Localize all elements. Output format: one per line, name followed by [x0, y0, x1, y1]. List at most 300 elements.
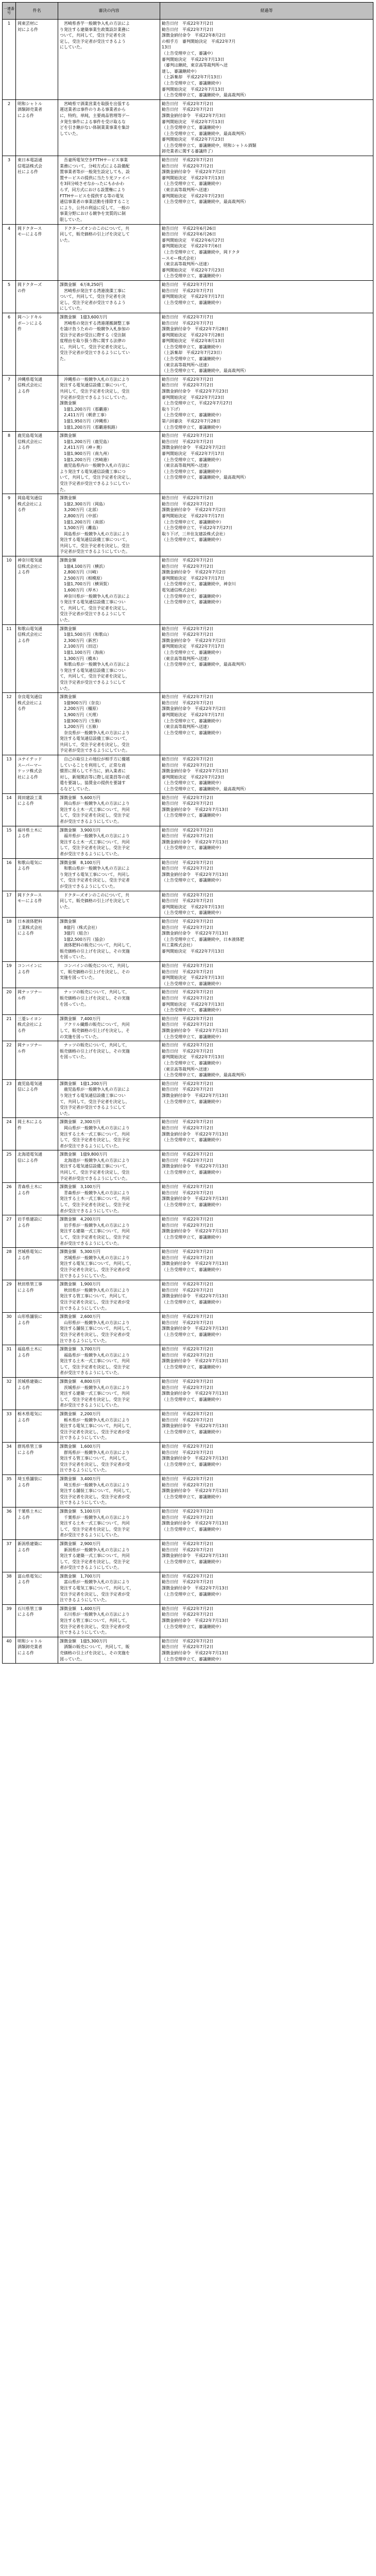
- case-content-line: して，受注予定者を決定し，受注予定: [60, 845, 130, 851]
- table-row: [3, 313, 373, 375]
- case-content-cell: [58, 1345, 160, 1378]
- case-history-cell: [160, 988, 373, 1014]
- case-history-line: 勧告日付 平成22年7月2日: [162, 1385, 214, 1390]
- case-history-line: 卸売業者に関する審議終了）: [162, 149, 215, 154]
- case-history-line: 審判開始決定 平成22年7月23日: [162, 395, 225, 400]
- table-row: [3, 1118, 373, 1150]
- case-name-line: 株式会社によ: [18, 700, 42, 705]
- case-history-line: （東京高等裁判所へ送達）: [162, 463, 211, 468]
- case-name-line: 酒類卸売業者: [18, 1645, 42, 1650]
- case-history-line: 勧告日付 平成22年7月2日: [162, 795, 214, 800]
- row-number: 19: [3, 962, 16, 988]
- case-name-line: 酒類卸売業者: [18, 107, 42, 112]
- row-number: 11: [3, 624, 16, 693]
- table-row: [3, 917, 373, 961]
- case-content-line: 受注予定者が受注できるようにして: [60, 1105, 126, 1110]
- case-content-line: 受注予定者を決定し，受注予定者が受: [60, 1299, 130, 1304]
- case-history-line: 課徴金納付命令 平成22年7月13日: [162, 1294, 229, 1299]
- case-name-line: 工業株式会社: [18, 925, 42, 930]
- case-history-line: （上告受理申立て，平成22年7月27日: [162, 401, 233, 406]
- case-content-line: して，受注予定者を決定し，受注予定: [60, 1559, 130, 1564]
- case-content-line: 1億4,100万円（横浜）: [60, 564, 107, 569]
- case-content-line: 発注する建築一式工事について，共同: [60, 1553, 130, 1558]
- case-content-line: どを引き継がない体制業業事業を集計: [60, 125, 130, 130]
- case-content-line: 予定者が受注できるようにしていた。: [60, 1176, 130, 1181]
- case-name-line: よる件: [18, 1482, 30, 1487]
- case-content-cell: [58, 917, 160, 961]
- case-history-line: 勧告日付 平成22年7月2日: [162, 564, 214, 569]
- case-history-line: （上告受理申立て，審議継続中）: [162, 1235, 224, 1240]
- case-content-line: 発注する土木一式工事について，共同: [60, 1521, 130, 1526]
- case-content-line: 注できるようにしていた。: [60, 1500, 109, 1505]
- case-content-line: り発注する電気通信設備工事につい: [60, 1093, 126, 1098]
- case-content-line: 8億円（株式会社）: [60, 925, 100, 930]
- case-name-line: 岡島電気通信: [18, 496, 42, 501]
- case-name-line: よる件: [18, 445, 30, 450]
- case-name-line: による件: [18, 113, 34, 118]
- case-content-line: 宮崎県が発注する湾港浚渫工事に: [60, 288, 126, 293]
- case-content-line: 課徴金額 3,400万円: [60, 1476, 100, 1481]
- case-history-line: 課徴金納付命令 平成22年7月2日: [162, 706, 226, 711]
- column-header-content: 審決の内容: [58, 3, 160, 20]
- case-content-line: 液体肥料の販売について，共同して，: [60, 943, 134, 948]
- case-history-line: （上訴棄却 平成22年7月13日）: [162, 75, 225, 80]
- case-history-line: 課徴金納付命令 平成22年7月2日: [162, 445, 226, 450]
- case-history-line: 電気通信株式会社）: [162, 588, 199, 593]
- case-name-line: 社による件: [18, 170, 38, 175]
- case-name-cell: [16, 962, 58, 988]
- case-history-line: （上告受理申立て，審議継続中，最高裁判所）: [162, 368, 248, 374]
- row-number: 4: [3, 224, 16, 280]
- case-history-line: 勧告日付 平成22年7月2日: [162, 700, 214, 705]
- table-row: [3, 156, 373, 225]
- case-content-line: 1億1,200万円（那覇港航路）: [60, 425, 119, 430]
- case-history-cell: [160, 1313, 373, 1345]
- case-content-line: 共同して，受注予定者を決定し，受注: [60, 543, 130, 548]
- case-name-line: よる件: [18, 638, 30, 643]
- case-history-line: （審判は継続，東京高等裁判所へ送: [162, 63, 228, 68]
- case-content-line: 注できるようにしていた。: [60, 1598, 109, 1603]
- case-content-line: 受注予定者が受注できるようにして: [60, 612, 126, 617]
- case-history-cell: [160, 1150, 373, 1183]
- case-content-cell: [58, 1215, 160, 1248]
- case-content-line: して，受注予定者を決定し，受注予定: [60, 1235, 130, 1240]
- case-name-line: 鹿児島電気通: [18, 433, 42, 438]
- case-content-line: 予定者が受注できるようにしていた。: [60, 549, 130, 554]
- case-name-cell: [16, 755, 58, 794]
- case-name-line: る件: [18, 706, 26, 711]
- case-content-line: 1億1,200万円（那覇港）: [60, 406, 111, 412]
- case-history-line: 勧告日付 平成22年7月2日: [162, 860, 214, 865]
- case-history-line: 審判開始決定 平成22年7月17日: [162, 575, 225, 581]
- case-history-line: （上告受理申立て，審議継続中）: [162, 1494, 224, 1499]
- case-name-cell: [16, 1150, 58, 1183]
- row-number: 18: [3, 917, 16, 961]
- row-number: 23: [3, 1079, 16, 1118]
- case-name-line: ボーンによる: [18, 320, 42, 326]
- case-history-line: 課徴金納付命令 平成22年7月13日: [162, 1093, 229, 1098]
- case-history-line: （上告受理申立て，審議中）: [162, 50, 215, 56]
- case-name-line: 明和シャトル: [18, 1638, 42, 1643]
- case-content-line: 自己の取引上の地位が相手方に優越: [60, 757, 130, 762]
- case-history-line: 勧告日付 平成22年7月2日: [162, 919, 214, 924]
- case-content-line: 和歌山県が一般競争入札の方法によ: [60, 866, 130, 871]
- case-history-line: 勧告日付 平成22年7月2日: [162, 1638, 214, 1643]
- case-history-line: 審判開始決定 平成22年7月13日: [162, 119, 225, 124]
- case-name-line: の件: [18, 288, 26, 293]
- case-content-cell: [58, 99, 160, 156]
- case-history-line: 課徴金納付命令 平成22年7月13日: [162, 1618, 229, 1623]
- case-name-line: 岡土木による: [18, 1120, 42, 1125]
- case-history-line: 課徴金納付命令 平成22年7月2日: [162, 638, 226, 643]
- case-content-line: 発注する電気工事について，共同して，: [60, 1586, 134, 1591]
- case-name-cell: [16, 1248, 58, 1280]
- case-history-cell: [160, 793, 373, 826]
- case-content-line: 発注する電気工事について，共同して，: [60, 1261, 134, 1266]
- case-content-line: 者が受注できるようにしていた。: [60, 1241, 122, 1246]
- column-header-number: 一連番号: [3, 3, 16, 20]
- case-history-line: 課徴金納付命令 平成22年7月13日: [162, 1326, 229, 1331]
- case-content-cell: [58, 1313, 160, 1345]
- row-number: 16: [3, 858, 16, 891]
- case-history-line: 課徴金納付命令 平成22年7月13日: [162, 1359, 229, 1364]
- case-history-line: 課徴金納付命令 平成22年7月13日: [162, 872, 229, 877]
- case-content-line: 課徴金額 6万8,250円: [60, 282, 103, 287]
- case-name-cell: [16, 1637, 58, 1663]
- case-history-line: 課徴金納付命令 平成22年7月13日: [162, 807, 229, 812]
- case-content-line: 1,300万円（橋本）: [60, 656, 100, 661]
- case-content-line: て，受注予定者を決定し，受注予定者: [60, 878, 130, 883]
- case-content-line: の実施を図っていた。: [60, 1034, 101, 1039]
- case-name-line: よる件: [18, 1417, 30, 1422]
- case-content-line: 共同して，受注予定者を決定し，受注: [60, 1170, 130, 1175]
- case-content-line: を3回分岐させなかったにもかかわ: [60, 181, 125, 187]
- case-history-line: 勧告日付 平成22年7月2日: [162, 1125, 214, 1130]
- case-history-line: 勧告日付 平成22年7月2日: [162, 1217, 214, 1222]
- case-content-line: 2,200万円（橿原）: [60, 706, 100, 711]
- case-content-line: が受注できるようにしていた。: [60, 884, 117, 889]
- case-name-cell: [16, 858, 58, 891]
- case-content-line: 予定者が受注できるようにしていた。: [60, 395, 130, 400]
- case-content-line: 同して，販売価格の引上げを決定して: [60, 232, 130, 237]
- case-history-line: 課徴金納付命令 平成22年7月13日: [162, 1488, 229, 1494]
- case-history-cell: [160, 224, 373, 280]
- case-content-line: 受注予定者を決定し，受注予定者が受: [60, 1332, 130, 1337]
- case-content-line: 運送業者は事件のりある事業者から: [60, 107, 126, 112]
- case-content-line: ナッツの販売について，共同して，: [60, 1043, 130, 1048]
- case-history-line: 勧告日付 平成22年7月2日: [162, 1645, 214, 1650]
- case-history-cell: [160, 432, 373, 494]
- case-name-line: 山形県舗装に: [18, 1314, 42, 1319]
- case-history-line: （上告受理申立て，審議継続中）: [162, 594, 224, 599]
- case-content-line: 事業分野における競争を実質的に制: [60, 211, 126, 216]
- case-content-line: り発注する電気通信設備工事につい: [60, 668, 126, 673]
- case-name-line: 群馬県管工事: [18, 1444, 42, 1449]
- case-history-line: 勧告日付 平成22年7月2日: [162, 101, 214, 106]
- case-name-line: 神奈川電気通: [18, 558, 42, 563]
- case-content-line: 北海道が一般競争入札の方法により: [60, 1158, 130, 1163]
- case-history-line: （東京高等裁判所へ送達）: [162, 262, 211, 267]
- case-name-cell: [16, 988, 58, 1014]
- case-content-line: 1億1,200万円（鹿児島）: [60, 439, 111, 444]
- table-row: [3, 1572, 373, 1604]
- case-content-line: 販売価格の引上げを決定し，その実施: [60, 1048, 130, 1054]
- case-history-cell: [160, 156, 373, 225]
- case-content-line: 1億1,200万円（宮崎港）: [60, 457, 111, 462]
- case-history-cell: [160, 1280, 373, 1313]
- case-history-line: （東京高等裁判所へ送達）: [162, 724, 211, 730]
- case-history-line: 勧告日付 平成22年7月2日: [162, 969, 214, 974]
- case-history-line: 勧告日付 平成22年7月2日: [162, 1158, 214, 1163]
- case-history-line: 勧告日付 平成22年7月2日: [162, 762, 214, 768]
- case-content-cell: [58, 1280, 160, 1313]
- row-number: 34: [3, 1443, 16, 1475]
- case-content-line: 課徴金額: [60, 558, 76, 563]
- case-history-line: 勧告日付 平成22年7月2日: [162, 558, 214, 563]
- row-number: 28: [3, 1248, 16, 1280]
- table-row: [3, 1215, 373, 1248]
- case-name-line: よる件: [18, 834, 30, 839]
- case-content-line: 1,500万円（離島）: [60, 526, 100, 531]
- case-name-line: よる件: [18, 866, 30, 871]
- case-name-cell: [16, 156, 58, 225]
- row-number: 6: [3, 313, 16, 375]
- table-row: [3, 99, 373, 156]
- case-content-line: 岡島県が一般競争入札の方法により: [60, 531, 130, 536]
- case-content-cell: [58, 793, 160, 826]
- case-name-line: 社による件: [18, 774, 38, 779]
- case-name-line: 株式会社によ: [18, 1022, 42, 1027]
- case-name-line: 奈良電気通信: [18, 694, 42, 700]
- case-name-line: 信による件: [18, 1158, 38, 1163]
- case-content-line: 石川県が一般競争入札の方法により: [60, 1612, 130, 1617]
- case-history-cell: [160, 624, 373, 693]
- case-name-cell: [16, 1041, 58, 1080]
- case-name-cell: [16, 624, 58, 693]
- case-history-line: 勧告日付 平成22年7月2日: [162, 1417, 214, 1422]
- case-history-cell: [160, 1507, 373, 1539]
- case-history-line: 勧告日付 平成22年6月26日: [162, 232, 216, 237]
- case-name-line: 岡ドクタース: [18, 892, 42, 897]
- case-name-cell: [16, 826, 58, 858]
- case-content-cell: [58, 1637, 160, 1663]
- case-content-line: 1億1,950万円（沖縄県）: [60, 419, 111, 423]
- table-row: [3, 1604, 373, 1637]
- case-history-line: （上告受理申立て，審議継続中）: [162, 1332, 224, 1337]
- table-row: [3, 693, 373, 755]
- case-content-line: 1億900万円（奈良）: [60, 700, 104, 705]
- case-content-line: に，特約，単純，主要商品管理等デー: [60, 113, 130, 118]
- case-name-cell: [16, 1280, 58, 1313]
- case-content-line: 者が受注できるようにしていた。: [60, 819, 122, 824]
- case-content-cell: [58, 1014, 160, 1041]
- table-row: [3, 20, 373, 100]
- table-row: [3, 432, 373, 494]
- case-history-line: 審判開始決定 平成22年7月6日: [162, 244, 222, 249]
- case-history-line: 審判開始決定 平成22年7月23日: [162, 137, 225, 142]
- row-number: 13: [3, 755, 16, 794]
- case-history-line: （上告受理申立て，審議継続中）: [162, 425, 224, 430]
- case-name-line: よる件: [18, 1320, 30, 1325]
- case-history-line: 勧告日付 平成22年7月2日: [162, 1087, 214, 1092]
- case-name-line: 新潟県建築に: [18, 1541, 42, 1546]
- case-name-cell: [16, 1443, 58, 1475]
- case-content-cell: [58, 20, 160, 100]
- case-content-line: 業務について，分岐方式による設備配: [60, 163, 130, 168]
- case-history-cell: [160, 1410, 373, 1443]
- case-history-line: 勧告日付 平成22年7月2日: [162, 1249, 214, 1255]
- case-history-line: 勧告日付 平成22年7月7日: [162, 282, 214, 287]
- case-content-line: 1,900万円（天理）: [60, 712, 100, 717]
- case-history-line: （上告受理申立て，審議継続中）: [162, 730, 224, 735]
- case-content-line: 受注予定者を決定し，受注予定者が受: [60, 1494, 130, 1499]
- case-content-cell: [58, 1183, 160, 1215]
- case-history-line: 勧告日付 平成22年7月2日: [162, 1287, 214, 1293]
- case-content-line: 受注予定者を決定し，受注予定者が受: [60, 1267, 130, 1272]
- case-content-line: 課徴金額 2,300万円: [60, 1120, 100, 1125]
- case-name-line: ユナイテッド: [18, 757, 42, 762]
- case-history-line: 審判開始決定 平成22年7月13日: [162, 57, 225, 62]
- case-history-line: 課徴金納付命令 平成22年7月13日: [162, 839, 229, 844]
- case-content-line: ドクターズオンのこのについて，共: [60, 892, 129, 897]
- case-history-line: （上告受理申立て，審議継続中）: [162, 1008, 224, 1013]
- case-history-line: 審判開始決定 平成22年7月17日: [162, 513, 225, 518]
- case-content-line: 共同して，受注予定者を決定し，受注: [60, 742, 130, 747]
- row-number: 1: [3, 20, 16, 100]
- case-content-cell: [58, 1475, 160, 1507]
- case-history-cell: [160, 1183, 373, 1215]
- case-history-line: 勧告日付 平成22年7月2日: [162, 1120, 214, 1125]
- case-history-line: （上告受理申立て，審議継続中）: [162, 413, 224, 418]
- case-history-line: （上告受理申立て，審議継続中）: [162, 344, 224, 349]
- case-content-line: 千葉県が一般競争入札の方法により: [60, 1515, 130, 1520]
- table-row: [3, 1280, 373, 1313]
- table-header-row: [3, 3, 373, 20]
- table-row: [3, 1507, 373, 1539]
- case-history-line: 勧告日付 平成22年7月2日: [162, 1152, 214, 1157]
- case-history-line: 勧告日付 平成22年7月2日: [162, 1379, 214, 1384]
- case-history-line: 勧告日付 平成22年7月2日: [162, 1048, 214, 1054]
- case-history-line: 審判開始決定 平成22年7月17日: [162, 644, 225, 649]
- table-row: [3, 1539, 373, 1572]
- case-history-cell: [160, 1215, 373, 1248]
- case-history-line: （上告受理申立て，審議継続中）: [162, 125, 224, 130]
- case-name-line: 和歌山電気に: [18, 860, 42, 865]
- case-history-line: 課徴金納付命令 平成22年7月2日: [162, 570, 226, 575]
- case-content-line: 予定者が受注できるようにしていた。: [60, 748, 130, 753]
- case-content-line: るなどしていた。: [60, 787, 93, 792]
- case-content-line: 課徴金額: [60, 401, 76, 406]
- case-content-line: 共同して，受注予定者を決定し，受注: [60, 389, 130, 394]
- case-history-line: （東京高等裁判所へ送達）: [162, 656, 211, 661]
- case-content-line: タ発生事件による事件を受け取るな: [60, 119, 126, 124]
- case-content-line: 課徴金額 4,200万円: [60, 1217, 100, 1222]
- case-history-line: 勧告日付 平成22年7月2日: [162, 1190, 214, 1195]
- case-name-line: 鹿児島電気通: [18, 1081, 42, 1086]
- case-content-line: て，共同して，受注予定者を決定し，: [60, 674, 130, 679]
- case-history-line: 審判開始決定 平成22年7月13日: [162, 1055, 225, 1060]
- case-content-line: して，販売価格の引上げを決定し，そ: [60, 1028, 130, 1033]
- case-history-line: （上告受理申立て，審議継続中，最高裁判所）: [162, 131, 248, 136]
- case-history-line: （上訴棄却 平成22年7月23日）: [162, 350, 225, 355]
- case-content-line: 1,200万円（五條）: [60, 724, 100, 730]
- case-history-line: （上告受理申立て，審議継続中）: [162, 274, 224, 279]
- case-history-line: （上告受理申立て，審議継続中）: [162, 813, 224, 818]
- case-content-line: 者が受注できるようにしていた。: [60, 1533, 122, 1538]
- case-name-line: よる件: [18, 570, 30, 575]
- case-content-line: 受注予定者が受注に際する（受注制: [60, 332, 126, 337]
- case-content-line: 受注予定者を決定し，受注予定者が受: [60, 1624, 130, 1629]
- row-number: 8: [3, 432, 16, 494]
- case-history-cell: [160, 1014, 373, 1041]
- row-number: 15: [3, 826, 16, 858]
- case-content-line: 発注する電気通信設備工事について，: [60, 537, 130, 543]
- case-content-line: 福島県が一般競争入札の方法により: [60, 1352, 130, 1358]
- row-number: 3: [3, 156, 16, 225]
- case-content-line: 鹿児島県が一般競争入札の方法によ: [60, 1087, 130, 1092]
- case-content-line: 1億1,100万円（海南）: [60, 650, 107, 655]
- case-content-line: 対し，新規開店等に際し従業員等の派: [60, 774, 130, 779]
- case-history-line: （上告受理申立て，審議継続中，最高裁判所）: [162, 1073, 248, 1078]
- case-history-cell: [160, 1041, 373, 1080]
- case-history-line: 勧告日付 平成22年7月2日: [162, 1476, 214, 1481]
- table-row: [3, 1150, 373, 1183]
- case-content-line: に，共同して，受注予定者を決定し，: [60, 344, 130, 349]
- case-history-line: 勧告日付 平成22年7月2日: [162, 439, 214, 444]
- case-content-line: 群馬県が一般競争入札の方法により: [60, 1450, 130, 1455]
- case-history-line: 勧告日付 平成22年7月2日: [162, 1612, 214, 1617]
- case-name-line: 岡東芸材に: [18, 21, 38, 26]
- table-row: [3, 988, 373, 1014]
- case-history-line: 勧告日付 平成22年7月2日: [162, 1255, 214, 1260]
- case-content-line: 注できるようにしていた。: [60, 1306, 109, 1311]
- case-history-cell: [160, 556, 373, 625]
- case-content-line: 課徴金額 5,600万円: [60, 795, 100, 800]
- case-history-line: （上告受理申立て，審議継続中，明和シャトル酒類: [162, 143, 257, 148]
- case-content-line: ついて，共同して，受注予定者を決: [60, 294, 126, 299]
- case-history-line: 審判開始決定 平成22年7月23日: [162, 193, 225, 198]
- table-row: [3, 1183, 373, 1215]
- case-history-line: （東京高等裁判所へ送達）: [162, 188, 211, 193]
- case-history-line: （上告受理申立て，審議継続中）: [162, 1202, 224, 1208]
- case-history-line: 勧告日付 平成22年7月2日: [162, 1282, 214, 1287]
- case-history-line: 課徴金納付命令 平成22年7月13日: [162, 1261, 229, 1266]
- table-row: [3, 826, 373, 858]
- case-history-line: ースモー株式会社）: [162, 256, 199, 261]
- case-content-line: いた。: [60, 904, 72, 909]
- case-name-line: コンバインに: [18, 963, 42, 969]
- case-content-line: 注できるようにしていた。: [60, 1273, 109, 1278]
- case-content-cell: [58, 693, 160, 755]
- case-content-line: 課徴金額 1億3,600万円: [60, 314, 107, 319]
- case-name-line: モーによる件: [18, 899, 42, 904]
- case-history-line: 勧告日付 平成22年7月2日: [162, 827, 214, 833]
- case-content-line: して，受注予定者を決定し，受注予定: [60, 1138, 130, 1143]
- row-number: 37: [3, 1539, 16, 1572]
- case-content-line: いた。: [60, 1111, 72, 1116]
- row-number: 20: [3, 988, 16, 1014]
- case-content-line: 発注する土木一式工事について，共同: [60, 807, 130, 812]
- case-name-cell: [16, 280, 58, 313]
- case-history-line: （東京高等裁判所へ送達）: [162, 362, 211, 367]
- case-content-cell: [58, 1410, 160, 1443]
- case-content-line: 課徴金額 2,200万円: [60, 1412, 100, 1417]
- case-history-line: 課徴金納付命令 平成22年7月13日: [162, 931, 229, 936]
- case-content-line: 受注予定者が受注できるようにしてい: [60, 350, 130, 355]
- case-history-line: 審判開始決定 平成22年7月17日: [162, 451, 225, 456]
- case-history-line: 勧告日付 平成22年7月2日: [162, 1450, 214, 1455]
- case-history-line: 勧告日付 平成22年7月2日: [162, 1223, 214, 1228]
